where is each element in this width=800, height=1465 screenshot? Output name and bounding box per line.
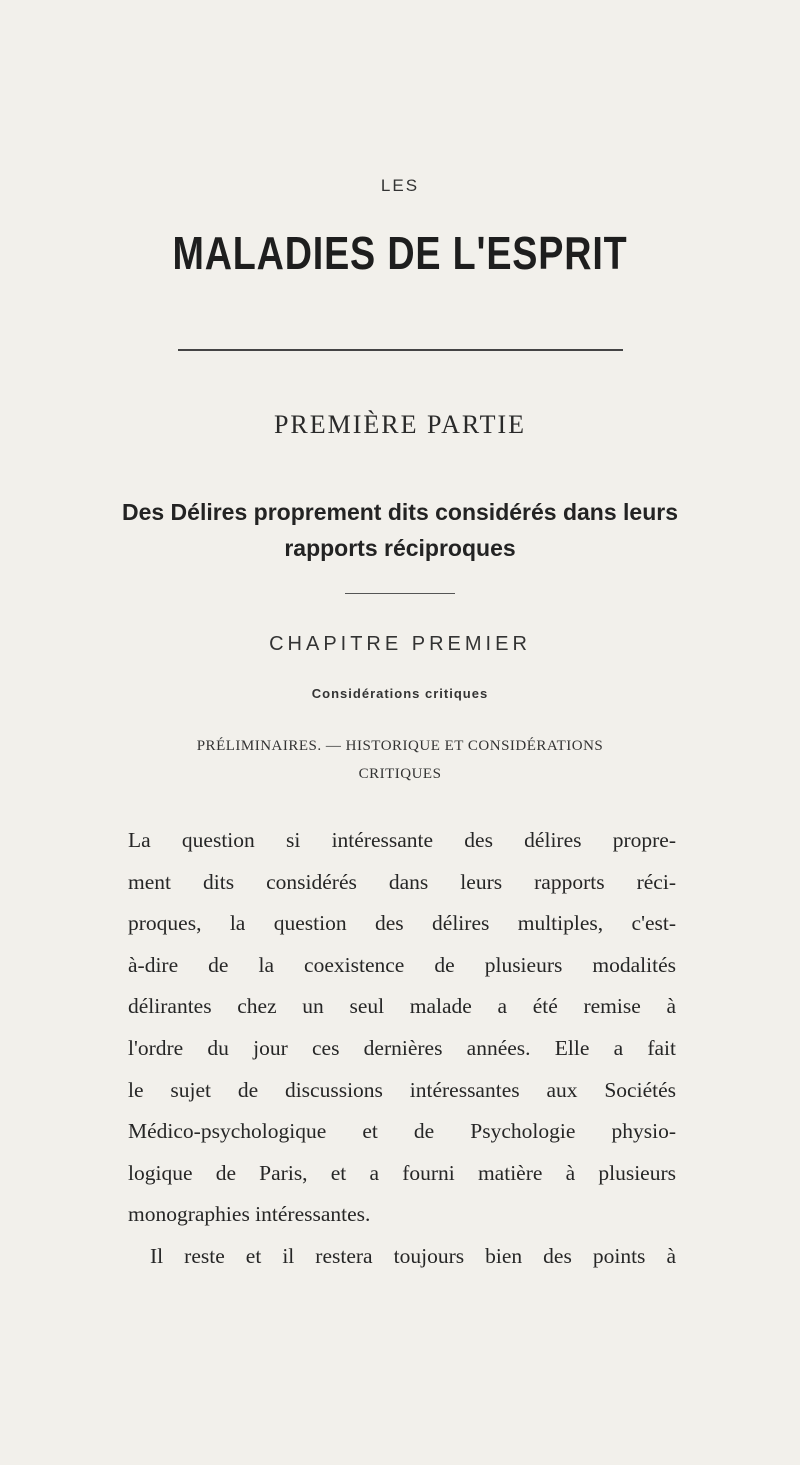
body-line: le sujet de discussions intéressantes aux Sociétés [128, 1077, 676, 1102]
part-subtitle-line: Des Délires proprement dits considérés dans leurs [121, 499, 679, 525]
part-title: PREMIÈRE PARTIE [273, 410, 527, 439]
body-paragraph [128, 820, 676, 1278]
body-line: Médico-psychologique et de Psychologie physio- [128, 1119, 676, 1144]
chapter-summary-line: CRITIQUES [358, 766, 442, 782]
title-prefix: LES [380, 176, 420, 195]
part-subtitle-line: rapports réciproques [284, 535, 516, 561]
body-line: La question si intéressante des délires propre- [128, 828, 676, 852]
body-line: monographies intéressantes. [128, 1202, 371, 1227]
body-line: l'ordre du jour ces dernières années. Elle a fait [128, 1035, 676, 1060]
book-title: MALADIES DE L'ESPRIT [172, 227, 628, 279]
body-line: proques, la question des délires multiples, c'est- [128, 911, 676, 936]
part-subtitle [0, 494, 800, 566]
chapter-title: CHAPITRE PREMIER [269, 633, 531, 655]
body-line: ment dits considérés dans leurs rapports réci- [128, 869, 676, 894]
body-line: logique de Paris, et a fourni matière à plusieurs [128, 1160, 676, 1185]
chapter-summary-line: PRÉLIMINAIRES. — HISTORIQUE ET CONSIDÉRATIONS [196, 738, 604, 754]
title-divider [178, 349, 623, 351]
body-line: délirantes chez un seul malade a été remise à [128, 994, 676, 1019]
section-divider [345, 593, 455, 594]
body-line: à-dire de la coexistence de plusieurs modalités [128, 952, 676, 977]
chapter-summary [0, 732, 800, 788]
chapter-subtitle: Considérations critiques [311, 686, 489, 701]
body-line: Il reste et il restera toujours bien des points à [150, 1243, 676, 1268]
